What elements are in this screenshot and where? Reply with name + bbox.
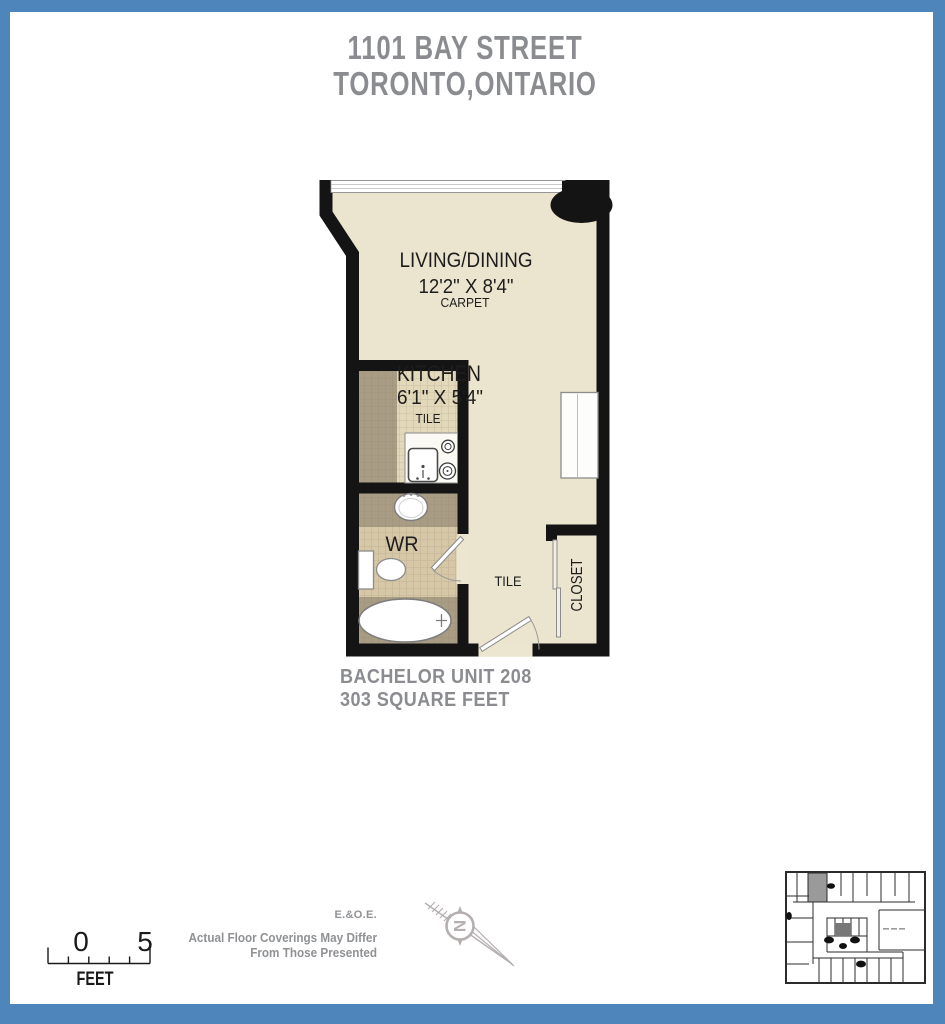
keyplan-highlighted-unit [808,873,827,902]
disclaimer-block [155,909,377,960]
north-arrow [408,883,526,988]
kitchen-sink [409,449,438,482]
living-room-flooring: CARPET [440,295,490,310]
window [331,181,565,193]
title-address: 1101 BAY STREET [347,29,583,66]
title-city: TORONTO,ONTARIO [333,65,597,102]
kitchen-dimensions: 6'1" X 5'4" [397,387,483,409]
key-plan [783,866,929,990]
scale-bar [38,915,173,995]
unit-name: BACHELOR UNIT 208 [340,666,532,688]
compass-north-label: N [450,919,469,933]
compass-tick-bottom [457,939,463,947]
eoe-text: E.&O.E. [334,909,377,921]
wardrobe-unit [561,393,598,479]
washroom-label: WR [385,533,419,556]
entry-flooring: TILE [494,574,522,589]
scale-unit-label: FEET [76,969,114,990]
bathtub [359,599,451,642]
unit-area: 303 SQUARE FEET [340,689,510,711]
compass-tick-top [457,906,463,914]
disclaimer-line-1: Actual Floor Coverings May Differ [188,930,377,945]
bathroom-sink [395,493,428,520]
closet-label: CLOSET [569,549,586,612]
keyplan-core-shading [835,923,851,936]
keyplan-text-marks [883,928,905,930]
kitchen-flooring: TILE [415,412,441,426]
unit-caption [340,666,553,712]
disclaimer-line-2: From Those Presented [250,945,377,960]
kitchen-label: KITCHEN [397,361,481,386]
scale-bar-line [48,948,150,964]
scale-start: 0 [73,926,89,957]
floorplan-drawing [300,170,620,665]
living-room-label: LIVING/DINING [399,248,533,272]
compass-blade [470,925,514,966]
scale-end: 5 [137,926,153,957]
page-title [0,30,930,102]
living-room-dimensions: 12'2" X 8'4" [418,276,514,298]
